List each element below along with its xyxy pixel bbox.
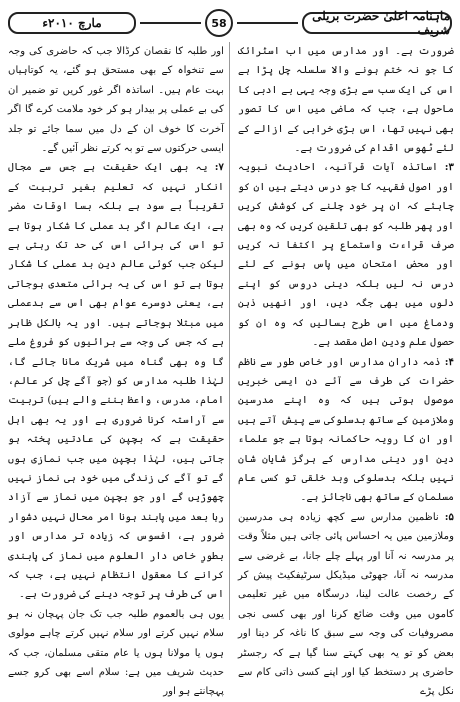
paragraph-number: ۷: <box>214 161 224 174</box>
column-divider <box>229 42 230 620</box>
issue-date-box <box>8 12 136 34</box>
paragraph: اور طلبہ کا نقصان کرڈالا جب کہ حاضری کی وجہ سے تنخواہ کے بھی مستحق ہو گئے، یہ کوتاہیاں بہت عام ہیں۔ اساتذہ اگر غور کریں تو ضمیر ان کی بے عملی پر بیدار ہو کر خود ملامت کرے گا اگر آخرت کا خوف ان کے دل میں سما جائے تو جلد ایسی حرکتوں سے تو بہ کرتے نظر آئیں گے۔ <box>8 46 224 155</box>
right-text-column <box>238 42 454 698</box>
magazine-title: ماہنامہ اعلیٰ حضرت بریلی شریف <box>312 9 450 37</box>
paragraph-number: ۴: <box>444 355 454 368</box>
header-rule-left <box>140 22 201 24</box>
page-number-circle <box>205 9 233 37</box>
paragraph: ۳: اساتذہ آیات قرآنیہ، احادیث نبویہ اور اصول فقہیہ کا جو درس دیتے ہیں ان کو چاہئے کہ ان پر خود چلنے کی کوشش کریں اور پھر طلبہ کو بھی تلقین کریں کہ وہ بھی صرف قراءت واستماع پر اکتفا نہ کریں اور محض امتحان میں پاس ہونے کے لئے درس نہ لیں بلکہ دینی دروس کو اپنے دلوں میں بھی جگہ دیں، اور انھیں ذہن ودماغ میں اس طرح بسالیں کہ وہ ان کو حصول علم ودین اصل مقصد ہے۔ <box>238 161 454 349</box>
left-text-column <box>8 42 224 698</box>
paragraph: ۵: ناظمین مدارس سے کچھ زیادہ ہی مدرسین وملازمین میں یہ احساس پائی جاتی ہیں مثلاً وقت پر مدرسہ نہ آنا اور پہلے چلے جانا، بے غرضی سے مدرسہ نہ آنا، جھوٹی میڈیکل سرٹیفکیٹ پیش کر کے رخصت عالت لینا، درسگاہ میں غیر تعلیمی کاموں میں وقت ضائع کرنا اور بھی کسی نجی مصروفیات کی وجہ سے سبق کا ناغہ کر دینا اور بعض کو تو یہ بھی کہتے سنا گیا ہے کہ رجسٹر حاضری پر دستخط کیا اور اپنے کسی ذاتی کام سے نکل پڑے <box>238 510 454 698</box>
page-header <box>8 10 452 36</box>
paragraph: ۴: ذمہ داران مدارس اور خاص طور سے ناظم حضرات کی طرف سے آئے دن ایسی خبریں موصول ہوتی ہیں کہ وہ اپنے مدرسین وملازمین کے ساتھ بدسلوکی سے پیش آتے ہیں اور ان کا رویہ حاکمانہ ہوتا ہے جو علماء دین اور دینی مدارس کے ہرگز شایان شان نہیں بلکہ بدسلوکی وبد خلقی تو کسی عام مسلمان کے ساتھ بھی ناجائز ہے۔ <box>238 355 454 504</box>
issue-date: مارچ ۲۰۱۰ء <box>42 16 102 30</box>
paragraph-number: ۳: <box>444 161 454 174</box>
paragraph: ۷: یہ بھی ایک حقیقت ہے جس سے مجال انکار نہیں کہ تعلیم بغیر تربیت کے تقریباً بے سود ہے بلکہ بسا اوقات مضر ہے، ایک عالم اگر بد عملی کا شکار ہوتا ہے تو اس کی برائی اس کی حد تک رہتی ہے لیکن جب کوئی عالم دین بد عملی کا شکار ہوتا ہے تو اس کی یہ برائی متعدی ہوجاتی ہے، یعنی دوسرے عوام بھی اس سے بدعملی میں مبتلا ہوجاتے ہیں۔ اور یہ بالکل ظاہر ہے کہ جس کی وجہ سے برائیوں کو فروغ ملے گا وہ بھی گناہ میں شریک مانا جائے گا، لہٰذا طلبہ مدارس کو (جو آگے چل کر عالم، امام، مدرس، واعظ بننے والے ہیں) تربیت سے آراستہ کرنا ضروری ہے اور یہ بھی اہل حقیقت ہے کہ بچپن کی عادتیں پختہ ہو جاتی ہیں، لہٰذا بچپن میں جب نمازی ہوں گے تو آگے کی زندگی میں خود ہی نماز نہیں چھوڑیں گے اور جو بچپن میں نماز سے آزاد رہا بعد میں پابند ہونا امر محال نہیں دشوار ضرور ہے، افسوس کہ زیادہ تر مدارس اور بطورِ خاص دار العلوم میں نماز کی پابندی کرانے کا معقول انتظام نہیں ہے، جب کہ اس کی طرف پر توجہ دینے کی ضرورت ہے۔ <box>8 161 224 601</box>
header-rule-right <box>237 22 298 24</box>
paragraph-number: ۵: <box>444 510 454 523</box>
paragraph: یوں ہی بالعموم طلبہ جب تک جان پہچان نہ ہو سلام نہیں کرتے اور سلام نہیں کرتے چاہے مولوی ہوں یا مولانا ہوں یا عام متقی مسلمان، جب کہ حدیث شریف میں ہے: سلام اسے بھی کرو جسے پہچانتے ہو اور <box>8 608 224 698</box>
page-number: 58 <box>211 16 227 30</box>
magazine-title-box <box>302 9 452 37</box>
paragraph: ضرورت ہے۔ اور مدارس میں اب اسٹرائک کا جو نہ ختم ہونے والا سلسلہ چل پڑا ہے اس کی ایک سب سے بڑی وجہ یہی بے ادبی کا ماحول ہے، جب کہ ماضی میں اس کا تصور بھی نہیں تھا، اس بڑی خرابی کے ازالے کے لئے ٹھوس اقدام کی ضرورت ہے۔ <box>238 46 454 155</box>
